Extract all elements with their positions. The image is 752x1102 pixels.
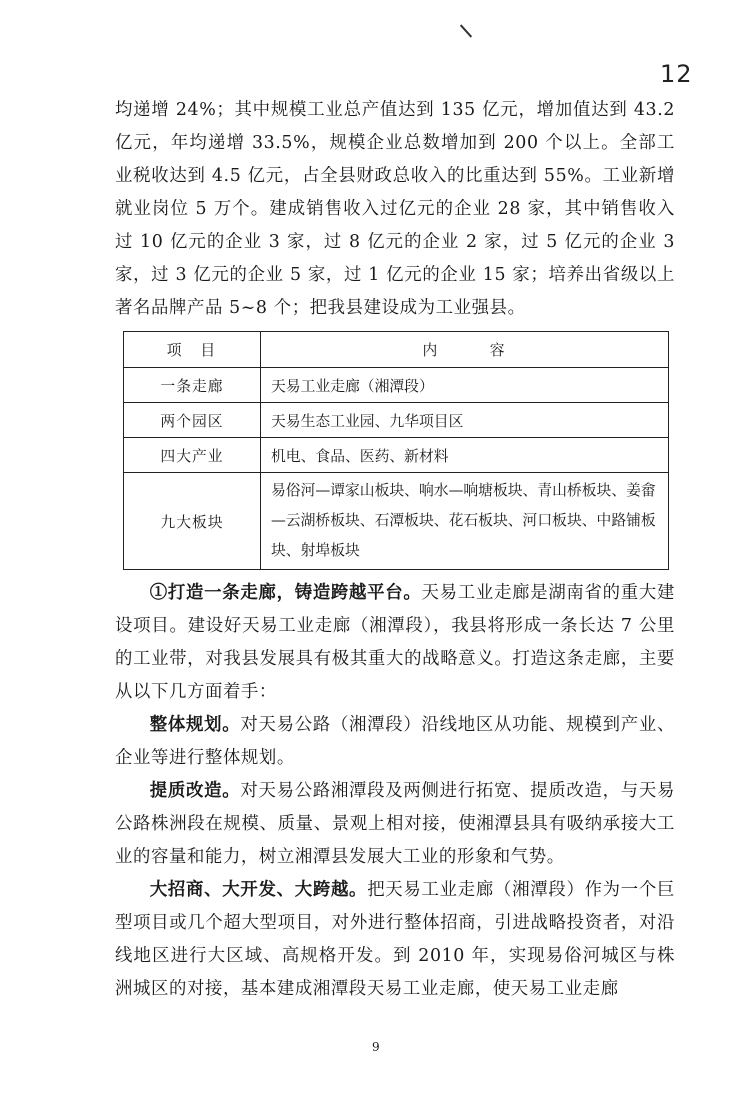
page-number: 9 xyxy=(372,1040,380,1054)
header-content: 内 容 xyxy=(261,332,669,368)
table-row xyxy=(124,438,669,473)
section-planning-heading: 整体规划。 xyxy=(149,715,241,735)
table-row xyxy=(124,368,669,403)
row-item: 四大产业 xyxy=(124,438,261,473)
section-corridor-text: 天易工业走廊是湖南省的重大建设项目。建设好天易工业走廊（湘潭段），我县将形成一条长达 7 公里的工业带，对我县发展具有极其重大的战略意义。打造这条走廊，主要从以下几方面着手： xyxy=(115,583,675,702)
section-investment-text: 把天易工业走廊（湘潭段）作为一个巨型项目或几个超大型项目，对外进行整体招商，引进战略投资者，对沿线地区进行大区域、高规格开发。到 2010 年，实现易俗河城区与株洲城区的对接，基本建成湘潭段天易工业走廊，使天易工业走廊 xyxy=(115,880,676,999)
row-item: 九大板块 xyxy=(124,473,261,570)
section-planning-text: 对天易公路（湘潭段）沿线地区从功能、规模到产业、企业等进行整体规划。 xyxy=(115,715,675,768)
section-corridor-heading: ①打造一条走廊，铸造跨越平台。 xyxy=(149,583,422,603)
row-content: 天易工业走廊（湘潭段） xyxy=(261,368,669,403)
section-upgrade xyxy=(115,775,675,874)
table-row xyxy=(124,403,669,438)
section-investment xyxy=(115,874,675,1006)
table-header-row xyxy=(124,332,669,368)
section-corridor xyxy=(115,577,675,709)
pen-stroke-mark xyxy=(460,24,472,37)
row-item: 两个园区 xyxy=(124,403,261,438)
section-investment-heading: 大招商、大开发、大跨越。 xyxy=(149,880,368,900)
row-content: 天易生态工业园、九华项目区 xyxy=(261,403,669,438)
header-item: 项 目 xyxy=(124,332,261,368)
intro-paragraph: 均递增 24%；其中规模工业总产值达到 135 亿元，增加值达到 43.2 亿元，年均递增 33.5%，规模企业总数增加到 200 个以上。全部工业税收达到 4.5 亿元，占全县财政总收入的比重达到 55%。工业新增就业岗位 5 万个。建成销售收入过亿元的企业 28 家，其中销售收入过 10 亿元的企业 3 家，过 8 亿元的企业 2 家，过 5 亿元的企业 3 家，过 3 亿元的企业 5 家，过 1 亿元的企业 15 家；培养出省级以上著名品牌产品 5~8 个；把我县建设成为工业强县。 xyxy=(115,100,675,318)
handwritten-page-mark: 12 xyxy=(660,60,693,88)
row-content: 机电、食品、医药、新材料 xyxy=(261,438,669,473)
section-upgrade-text: 对天易公路湘潭段及两侧进行拓宽、提质改造，与天易公路株洲段在规模、质量、景观上相对接，使湘潭县具有吸纳承接大工业的容量和能力，树立湘潭县发展大工业的形象和气势。 xyxy=(115,781,675,867)
section-upgrade-heading: 提质改造。 xyxy=(149,781,241,801)
section-planning xyxy=(115,709,675,775)
table-row xyxy=(124,473,669,570)
row-content: 易俗河—谭家山板块、响水—响塘板块、青山桥板块、姜畲—云湖桥板块、石潭板块、花石板块、河口板块、中路铺板块、射埠板块 xyxy=(261,473,669,570)
project-table xyxy=(123,331,669,570)
row-item: 一条走廊 xyxy=(124,368,261,403)
